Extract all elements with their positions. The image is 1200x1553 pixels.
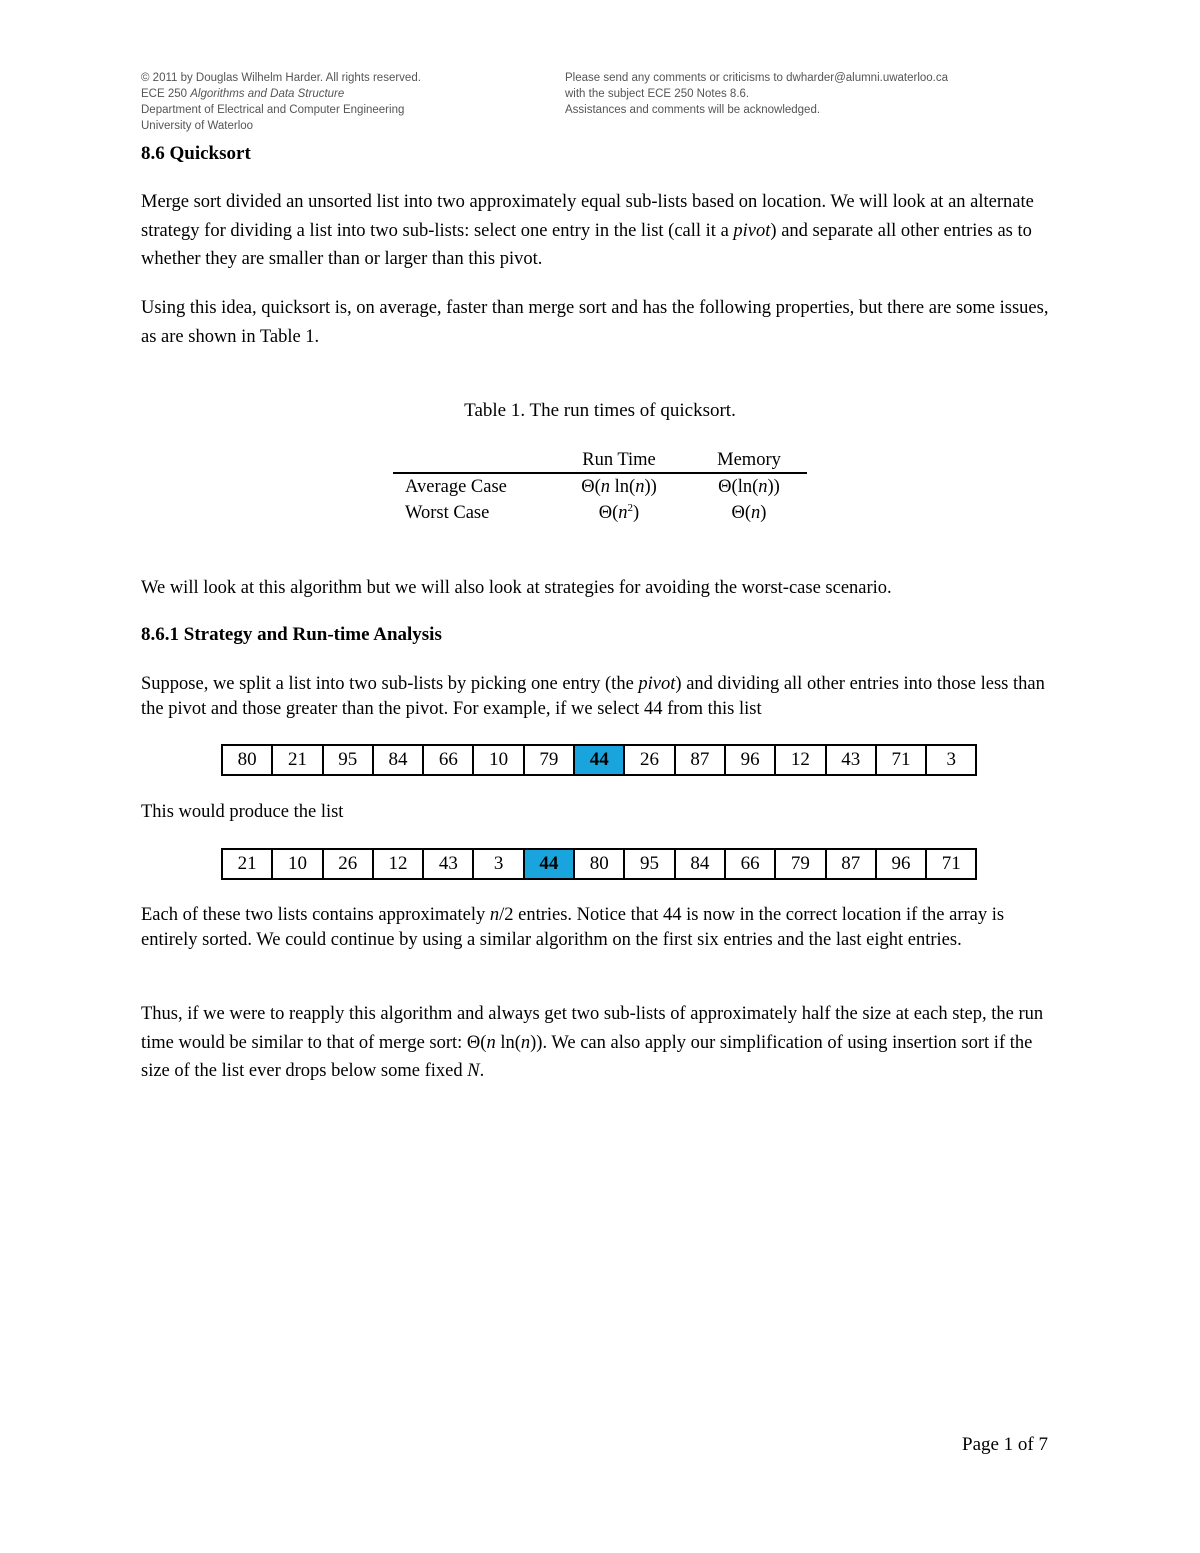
header-university: University of Waterloo xyxy=(141,120,254,132)
table-worst-memory: Θ(n) xyxy=(731,502,767,523)
paragraph-produce: This would produce the list xyxy=(141,802,344,822)
header-left xyxy=(141,70,541,134)
array-cell: 43 xyxy=(424,850,474,878)
array-cell: 96 xyxy=(726,746,776,774)
header-course: ECE 250 Algorithms and Data Structure xyxy=(141,88,345,100)
array-cell: 12 xyxy=(776,746,826,774)
table-row-worst-label: Worst Case xyxy=(405,502,490,523)
paragraph-strategy: Suppose, we split a list into two sub-lists by picking one entry (the pivot) and dividing all other entries into those less than the pivot and those greater than the pivot. For example, if we select 44 from this list xyxy=(141,674,1045,719)
paragraph-worst-case: We will look at this algorithm but we will also look at strategies for avoiding the worst-case scenario. xyxy=(141,578,892,598)
paragraph-runtime: Thus, if we were to reapply this algorithm and always get two sub-lists of approximately half the size at each step, the run time would be similar to that of merge sort: Θ(n ln(n)). We can also apply our simplification of using insertion sort if the size of the list ever drops below some fixed N. xyxy=(141,1004,1044,1081)
array-cell: 66 xyxy=(726,850,776,878)
array-cell: 21 xyxy=(223,850,273,878)
array-cell: 84 xyxy=(676,850,726,878)
array-cell: 80 xyxy=(575,850,625,878)
array-cell: 12 xyxy=(374,850,424,878)
paragraph-sublists: Each of these two lists contains approximately n/2 entries. Notice that 44 is now in the correct location if the array is entirely sorted. We could continue by using a similar algorithm on the first six entries and the last eight entries. xyxy=(141,905,1005,950)
header-copyright: © 2011 by Douglas Wilhelm Harder. All rights reserved. xyxy=(141,72,421,84)
array-cell: 71 xyxy=(941,853,961,874)
header-department: Department of Electrical and Computer Engineering xyxy=(141,104,405,116)
table-header-memory: Memory xyxy=(691,448,807,473)
table-corner xyxy=(393,448,547,473)
section-title: 8.6 Quicksort xyxy=(141,143,251,164)
page-number: Page 1 of 7 xyxy=(962,1434,1049,1455)
paragraph-intro: Merge sort divided an unsorted list into two approximately equal sub-lists based on location. We will look at an alternate strategy for dividing a list into two sub-lists: select one entry in the list (call it a pivot) and separate all other entries as to whether they are smaller than or larger than this pivot. xyxy=(141,192,1034,269)
array-cell: 10 xyxy=(273,850,323,878)
array-cell: 80 xyxy=(223,746,273,774)
table-header-runtime: Run Time xyxy=(547,448,691,473)
array-cell: 43 xyxy=(827,746,877,774)
array-cell: 21 xyxy=(273,746,323,774)
header-subject: with the subject ECE 250 Notes 8.6. xyxy=(565,88,750,100)
array-cell: 87 xyxy=(676,746,726,774)
header-acknowledge: Assistances and comments will be acknowledged. xyxy=(565,104,821,116)
array-cell: 26 xyxy=(324,850,374,878)
array-cell: 66 xyxy=(424,746,474,774)
subsection-title: 8.6.1 Strategy and Run-time Analysis xyxy=(141,624,442,645)
runtime-table xyxy=(393,448,807,526)
array-cell: 84 xyxy=(374,746,424,774)
table-row-average-label: Average Case xyxy=(405,476,507,497)
array-cell: 71 xyxy=(877,746,927,774)
table-average-runtime: Θ(n ln(n)) xyxy=(581,476,657,497)
header-comments: Please send any comments or criticisms to dwharder@alumni.uwaterloo.ca xyxy=(565,72,949,84)
table-caption: Table 1. The run times of quicksort. xyxy=(464,400,736,421)
array-cell: 95 xyxy=(324,746,374,774)
table-worst-runtime: $\Theta(n^2)$ xyxy=(598,502,640,523)
array-cell: 96 xyxy=(877,850,927,878)
paragraph-properties: Using this idea, quicksort is, on average, faster than merge sort and has the following properties, but there are some issues, as are shown in Table 1. xyxy=(141,298,1049,347)
header-right xyxy=(565,70,1085,118)
array-cell: 79 xyxy=(525,746,575,774)
array-cell: 3 xyxy=(946,749,957,770)
array-cell: 26 xyxy=(625,746,675,774)
array-cell: 95 xyxy=(625,850,675,878)
array-cell: 3 xyxy=(474,850,524,878)
partitioned-list-array xyxy=(221,848,977,880)
pivot-cell: 44 xyxy=(575,746,625,774)
array-cell: 87 xyxy=(827,850,877,878)
array-cell: 10 xyxy=(474,746,524,774)
array-cell: 79 xyxy=(776,850,826,878)
table-average-memory: Θ(ln(n)) xyxy=(718,476,780,497)
unsorted-list-array xyxy=(221,744,977,776)
pivot-cell: 44 xyxy=(525,850,575,878)
